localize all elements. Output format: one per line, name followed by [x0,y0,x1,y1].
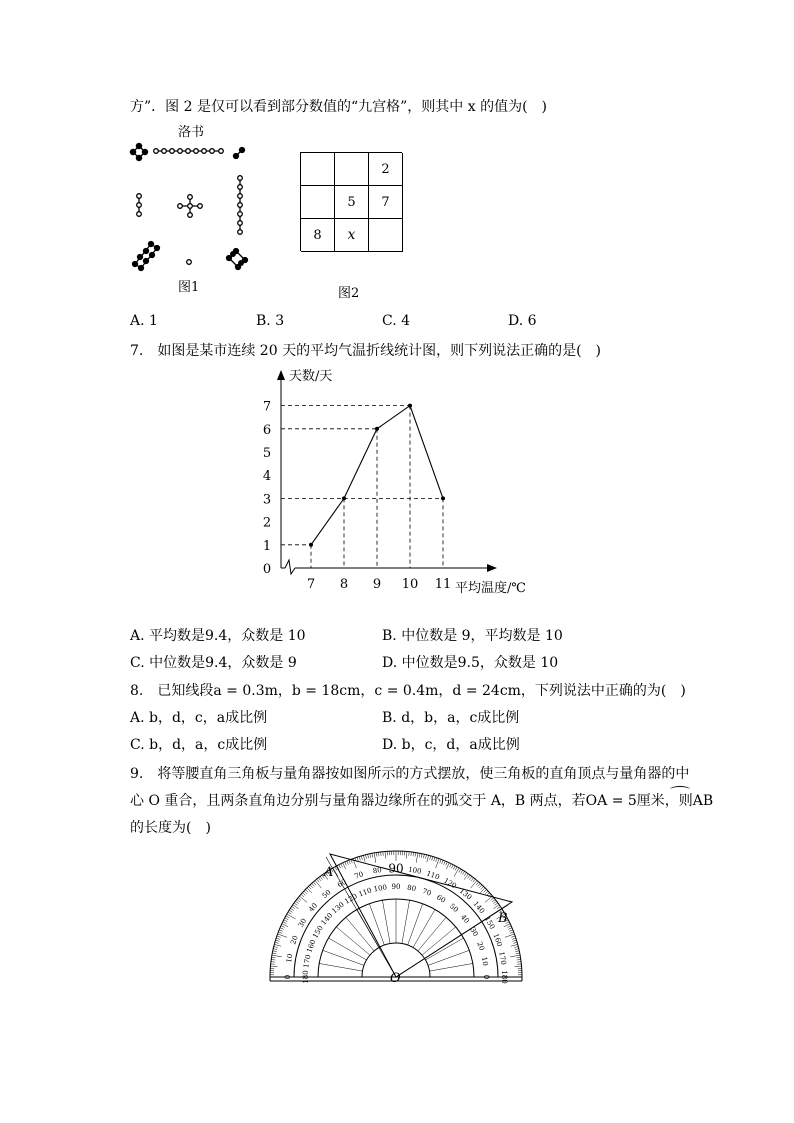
radial-guide [319,963,362,971]
x-tick-label: 11 [434,577,452,592]
outer-scale-label: 80 [372,865,383,876]
q8-option-a[interactable]: A. b，d，c，a成比例 [130,710,268,726]
x-tick-label: 7 [306,577,316,592]
q7-stem: 7. 如图是某市连续 20 天的平均气温折线统计图，则下列说法正确的是( ) [130,343,601,359]
inner-scale-label: 40 [459,913,471,926]
q9-stem-line1: 9. 将等腰直角三角板与量角器按如图所示的方式摆放，使三角板的直角顶点与量角器的中 [130,766,690,782]
degree-tick [513,940,517,941]
data-point [375,427,379,431]
radial-guide [382,900,390,943]
outer-scale-label: 20 [289,934,300,946]
degree-tick [301,894,304,897]
outer-scale-label: 170 [497,950,508,966]
data-point [408,404,412,408]
degree-tick [446,862,448,866]
degree-tick [436,858,437,862]
degree-tick [349,860,350,864]
degree-tick [282,924,288,927]
degree-tick [451,865,453,869]
degree-tick [272,955,282,957]
grid-cell [301,153,335,186]
degree-tick [343,863,346,869]
degree-tick [453,866,455,870]
outer-scale-label: 70 [353,870,365,881]
degree-tick [292,907,295,909]
inner-scale-label: 180 [302,970,310,984]
degree-tick [305,889,308,892]
degree-tick [479,885,482,888]
degree-tick [442,860,443,864]
q7-option-a[interactable]: A. 平均数是9.4，众数是 10 [130,628,306,644]
degree-tick [449,864,451,868]
outer-scale-label: 60 [336,877,348,890]
grid-cell: 2 [369,153,403,186]
degree-tick [508,928,512,930]
degree-tick [313,882,316,885]
degree-tick [509,930,513,931]
degree-tick [273,949,277,950]
q7-option-c[interactable]: C. 中位数是9.4，众数是 9 [130,655,297,671]
inner-scale-label: 10 [479,956,490,967]
inner-scale-label: 140 [319,911,335,927]
x-axis-label: 平均温度/℃ [455,581,526,596]
outer-scale-label: 150 [482,915,497,931]
degree-tick [363,855,365,862]
degree-tick [468,875,470,878]
luoshu-title: 洛书 [178,125,205,140]
degree-tick [510,932,514,933]
y-tick-label: 5 [262,446,272,461]
degree-tick [272,957,276,958]
degree-tick [473,879,476,882]
y-axis-label: 天数/天 [289,369,333,384]
degree-tick [366,855,367,859]
degree-tick [515,966,522,967]
series-line [311,406,443,545]
degree-tick [333,868,338,877]
q8-option-c[interactable]: C. b，d，a，c成比例 [130,737,268,753]
q6-option-a[interactable]: A. 1 [130,313,158,329]
q8-option-d[interactable]: D. b，c，d，a成比例 [382,737,520,753]
degree-tick [484,889,487,892]
fig1-caption: 图1 [178,280,200,295]
degree-tick [310,885,313,888]
degree-tick [511,936,515,937]
protractor-figure [262,848,532,988]
degree-tick [511,944,518,946]
center-o-label: O [390,971,401,986]
inner-scale-label: 130 [330,900,346,916]
point-b-label: B [498,911,508,926]
outer-scale-label: 40 [307,901,320,914]
degree-tick [278,932,282,933]
x-tick-label: 10 [401,577,419,592]
degree-tick [312,883,315,886]
outer-scale-label: 30 [296,917,309,929]
degree-tick [281,926,285,928]
degree-tick [276,938,280,939]
degree-tick [288,912,291,914]
degree-tick [287,914,296,919]
radial-guide [418,917,446,951]
y-tick-label: 4 [262,469,272,485]
degree-tick [286,916,289,918]
q6-stem-line: 方”．图 2 是仅可以看到部分数值的“九宫格”，则其中 x 的值为( ) [130,99,547,115]
inner-scale-label: 90 [391,883,401,891]
degree-tick [297,899,300,901]
q6-option-b[interactable]: B. 3 [256,313,285,329]
degree-tick [492,899,495,901]
inner-scale-label: 170 [302,954,313,969]
grid-cell [301,186,335,219]
y-tick-label: 6 [262,422,272,438]
q6-option-d[interactable]: D. 6 [508,313,537,329]
degree-tick [419,853,420,857]
y-tick-label: 3 [262,492,272,508]
radial-guide [369,904,384,945]
degree-tick [347,861,349,865]
radial-guide [323,950,364,965]
inner-scale-label: 20 [475,940,486,952]
degree-tick [295,901,298,903]
outer-scale-label: 0 [284,974,292,980]
data-point [441,496,445,500]
degree-tick [515,951,519,952]
degree-tick [459,869,461,872]
q7-option-d[interactable]: D. 中位数是9.5，众数是 10 [382,655,559,671]
y-tick-label: 1 [262,538,272,554]
degree-tick [304,891,307,894]
y-tick-label: 2 [262,515,272,531]
outer-scale-label: 120 [442,876,458,891]
luoshu-figure [125,140,255,275]
y-tick-label: 0 [262,562,272,577]
y-tick-label: 7 [262,399,272,415]
degree-tick [279,930,283,931]
degree-tick [320,876,322,879]
degree-tick [461,870,463,873]
point-a-label: A [324,865,334,880]
outer-scale-label: 100 [407,865,423,876]
degree-tick [290,908,293,910]
radial-guide [429,963,472,971]
q8-stem: 8. 已知线段a = 0.3m，b = 18cm，c = 0.4m，d = 24cm，下列说法中正确的为( ) [130,683,686,699]
degree-tick [517,959,521,960]
degree-tick [359,857,360,861]
degree-tick [274,944,281,946]
degree-tick [294,903,297,905]
inner-scale-label: 70 [421,887,433,898]
degree-tick [298,898,301,901]
radial-guide [413,909,435,947]
degree-tick [406,851,407,858]
degree-tick [275,942,279,943]
degree-tick [481,886,484,889]
degree-tick [280,928,284,930]
degree-tick [426,855,427,859]
degree-tick [427,855,429,862]
degree-tick [385,851,386,858]
degree-tick [315,880,321,888]
degree-tick [478,883,481,886]
degree-tick [432,857,433,861]
degree-tick [274,947,278,948]
inner-scale-label: 60 [435,893,447,905]
degree-tick [513,942,517,943]
degree-tick [370,854,371,858]
degree-tick [271,959,275,960]
q9-stem-line3: 的长度为( ) [130,820,211,836]
degree-tick [302,893,305,896]
degree-tick [368,854,369,858]
degree-tick [357,857,358,861]
degree-tick [515,949,519,950]
outer-scale-label: 110 [425,869,441,882]
degree-tick [376,853,377,857]
degree-tick [341,864,343,868]
degree-tick [285,918,289,920]
radial-guide [422,927,456,955]
radial-guide [346,917,374,951]
degree-tick [464,873,466,876]
outer-scale-label: 50 [320,888,333,901]
degree-tick [469,876,471,879]
degree-tick [471,880,477,888]
degree-tick [491,898,494,901]
degree-tick [289,910,292,912]
outer-scale-label: 160 [491,932,504,948]
degree-tick [480,888,485,893]
degree-tick [497,907,500,909]
degree-tick [462,871,464,874]
degree-tick [307,888,312,893]
outer-scale-label: 90 [388,861,404,876]
grid-cell: 7 [369,186,403,219]
degree-tick [455,867,457,870]
degree-tick [444,861,446,865]
inner-scale-label: 150 [311,924,325,940]
inner-scale-label: 0 [482,974,490,980]
inner-scale-label: 120 [343,892,359,906]
q8-option-b[interactable]: B. d，b，a，c成比例 [382,710,520,726]
degree-tick [440,859,441,863]
degree-tick [446,863,449,869]
grid-cell [335,153,369,186]
degree-tick [276,940,280,941]
fig2-caption: 图2 [338,286,360,301]
degree-tick [283,922,287,924]
degree-tick [361,856,362,860]
degree-tick [512,938,516,939]
radial-guide [425,938,463,960]
grid-cell: x [335,219,369,252]
inner-scale-label: 50 [447,902,460,914]
q6-option-c[interactable]: C. 4 [382,313,411,329]
degree-tick [507,926,511,928]
degree-tick [374,853,376,863]
degree-tick [493,901,496,903]
q7-option-b[interactable]: B. 中位数是 9，平均数是 10 [382,628,563,644]
degree-tick [273,951,277,952]
q9-stem-line2: 心 O 重合，且两条直角边分别与量角器边缘所在的弧交于 A，B 两点，若OA = 5厘米，则AB [130,793,714,809]
degree-tick [415,853,416,857]
degree-tick [454,868,459,877]
inner-scale-label: 30 [468,926,480,938]
degree-tick [277,936,281,937]
degree-tick [471,878,473,881]
radial-guide [402,900,410,943]
grid-cell: 5 [335,186,369,219]
temperature-line-chart [255,362,535,602]
degree-tick [335,867,337,870]
degree-tick [510,955,520,957]
x-tick-label: 9 [372,577,382,592]
degree-tick [495,903,498,905]
degree-tick [308,886,311,889]
nine-grid [300,152,402,251]
degree-tick [299,896,307,902]
grid-cell [369,219,403,252]
degree-tick [372,853,373,857]
degree-tick [516,957,520,958]
degree-tick [345,862,347,866]
inner-scale-label: 110 [357,886,373,899]
outer-scale-label: 130 [457,886,474,902]
inner-scale-label: 100 [373,883,388,894]
radial-guide [328,938,366,960]
degree-tick [421,854,422,858]
inner-scale-label: 80 [406,883,417,894]
degree-tick [378,852,379,856]
degree-tick [317,879,320,882]
degree-tick [514,947,518,948]
data-point [309,543,313,547]
degree-tick [284,920,288,922]
degree-tick [416,853,418,863]
outer-scale-label: 140 [471,899,487,916]
degree-tick [430,856,431,860]
degree-tick [485,891,488,894]
degree-tick [413,852,414,856]
radial-guide [408,904,423,945]
outer-scale-label: 10 [284,953,295,964]
degree-tick [476,882,479,885]
degree-tick [516,953,520,954]
inner-scale-label: 160 [305,938,318,954]
degree-tick [270,966,277,967]
degree-tick [272,953,276,954]
arc-symbol-icon [670,786,690,793]
outer-scale-label: 180 [500,970,508,984]
grid-cell: 8 [301,219,335,252]
degree-tick [339,865,341,869]
data-point [342,496,346,500]
x-tick-label: 8 [339,577,349,592]
degree-tick [434,857,435,861]
radial-guide [336,927,370,955]
degree-tick [318,878,320,881]
degree-tick [423,854,424,858]
